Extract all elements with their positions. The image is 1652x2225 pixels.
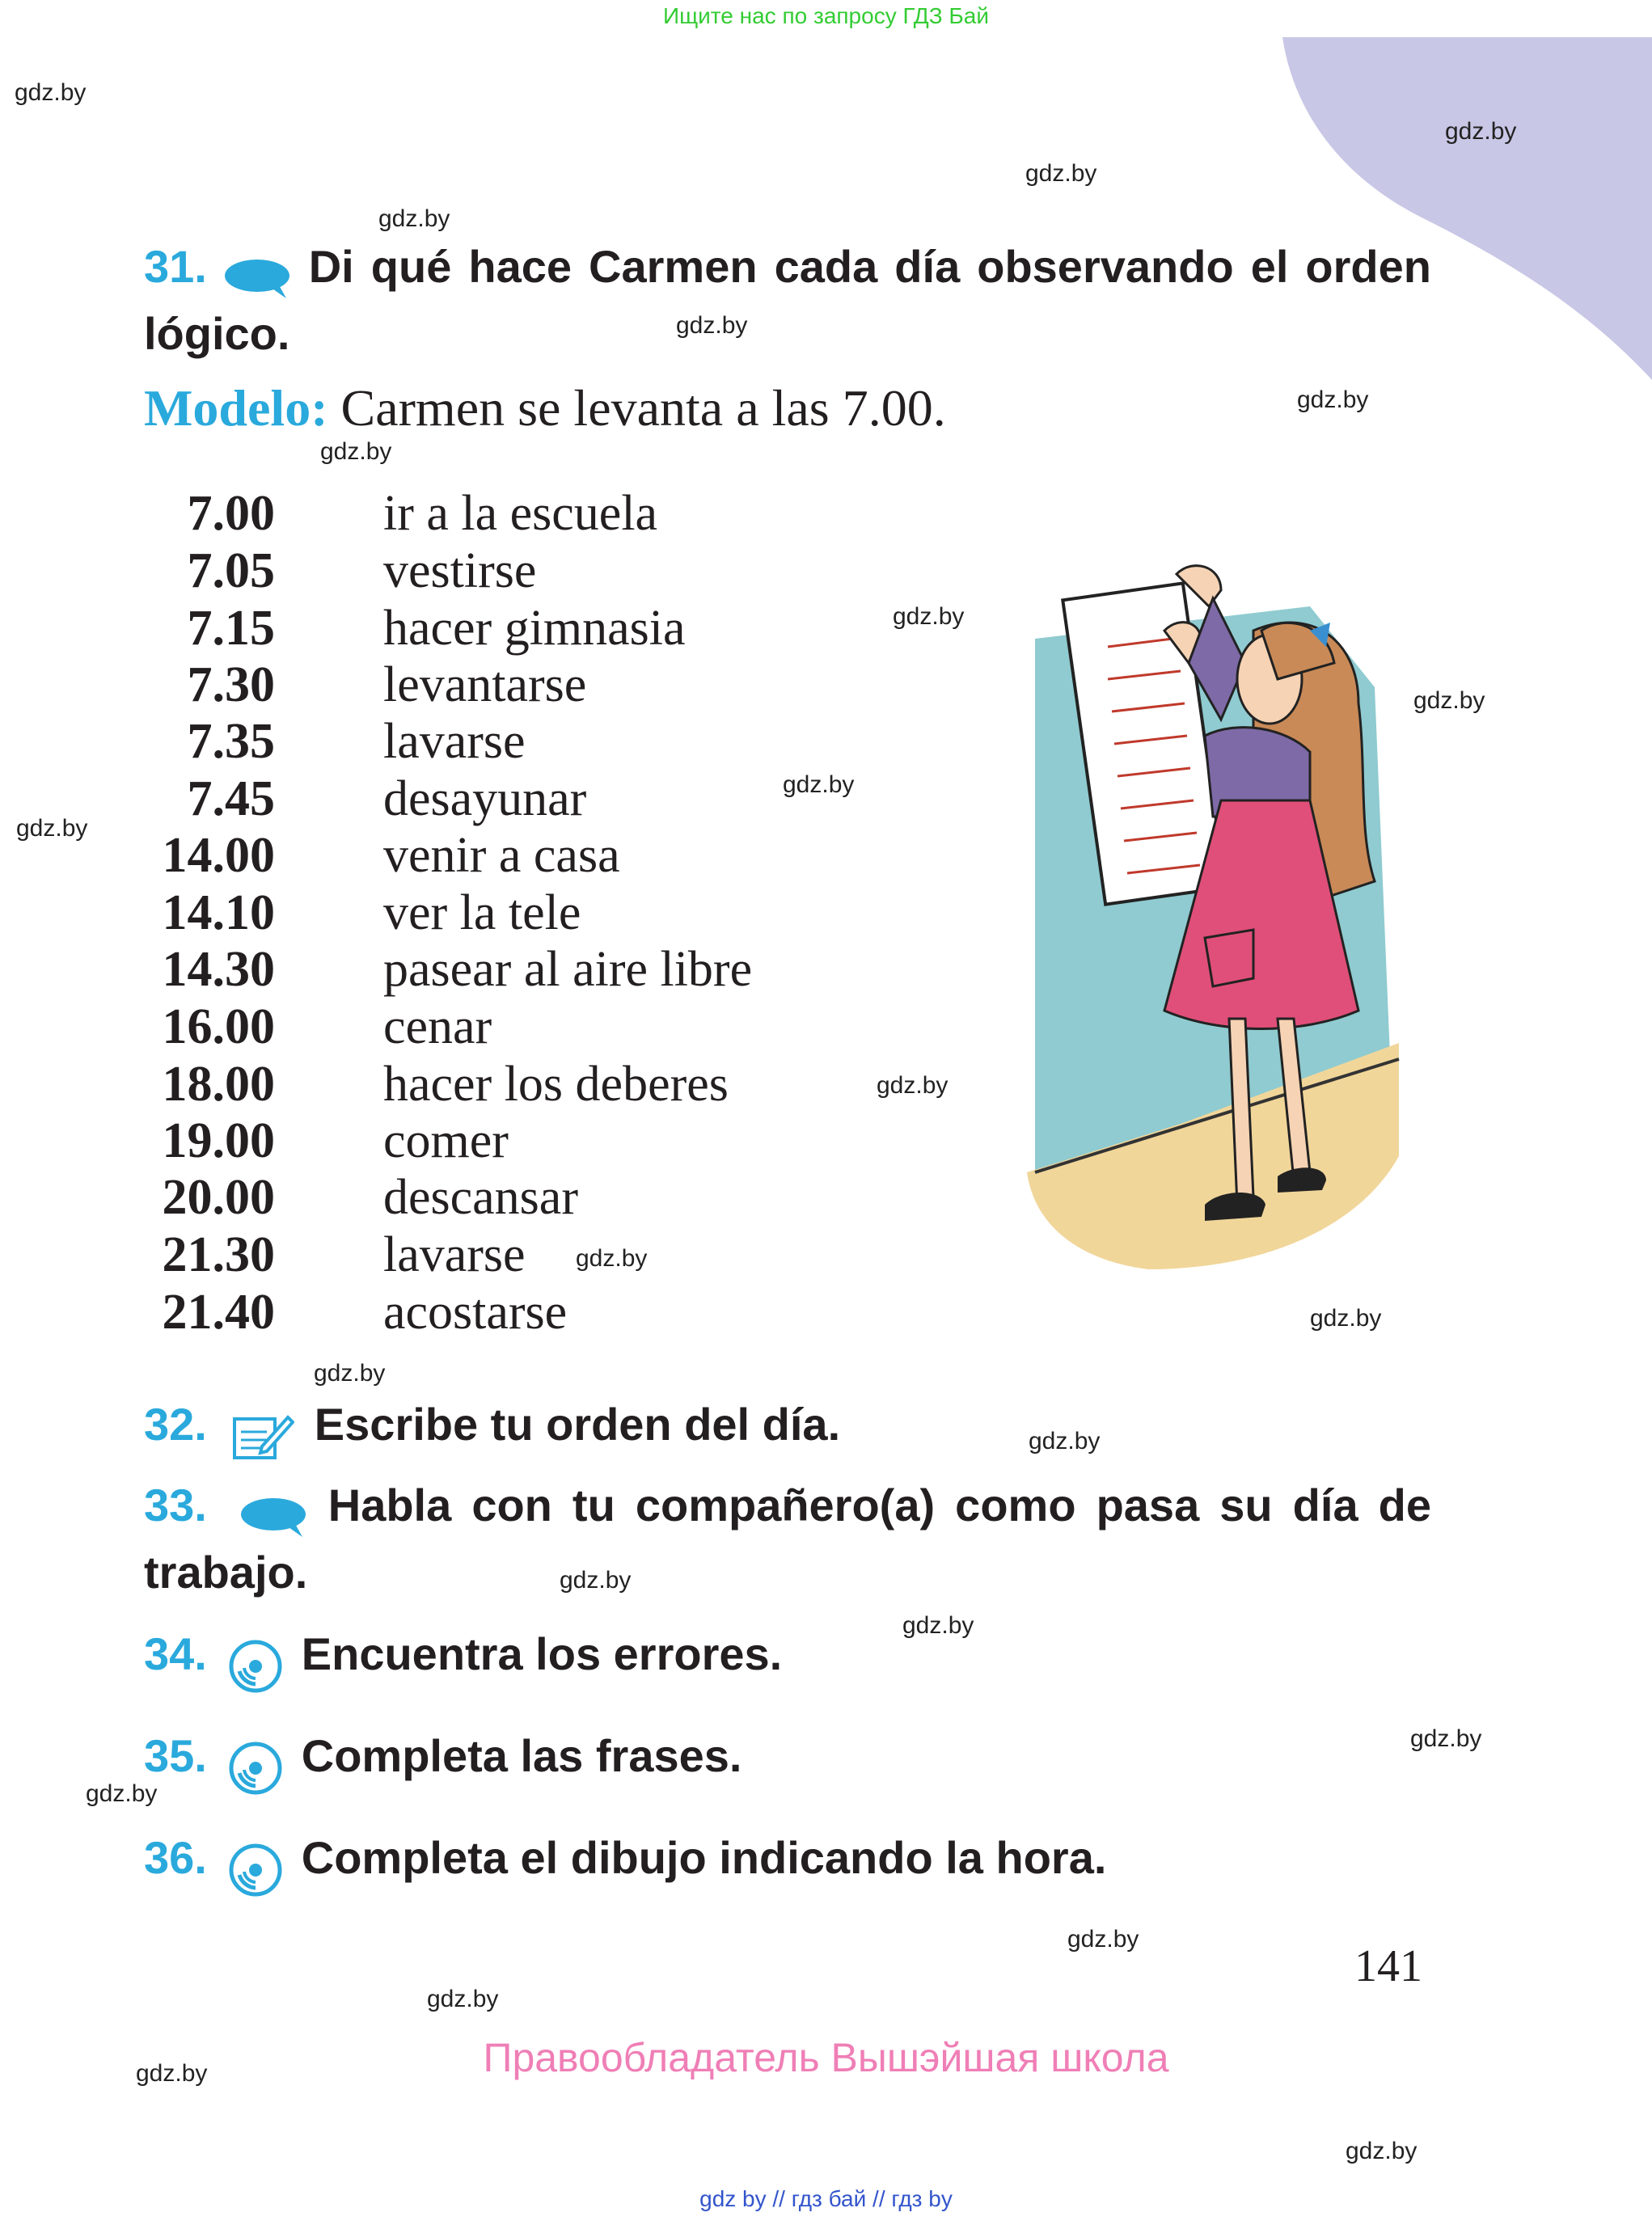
- model-sentence: [144, 378, 946, 438]
- schedule-row: [0, 713, 889, 770]
- schedule-row: [0, 543, 889, 599]
- schedule-time: 7.45: [187, 771, 275, 826]
- schedule-list: [0, 485, 970, 1358]
- schedule-activity: hacer gimnasia: [383, 601, 686, 656]
- schedule-row: [0, 999, 889, 1055]
- watermark: gdz.by: [378, 205, 450, 232]
- watermark: gdz.by: [1410, 1725, 1482, 1752]
- schedule-time: 7.00: [187, 486, 275, 541]
- schedule-row: [0, 1169, 889, 1226]
- watermark: gdz.by: [15, 79, 87, 106]
- watermark: gdz.by: [1025, 160, 1097, 187]
- schedule-time: 14.00: [162, 828, 275, 883]
- schedule-activity: acostarse: [383, 1285, 568, 1340]
- audio-disc-icon: [228, 1843, 283, 1898]
- exercise-number: 33.: [144, 1480, 207, 1530]
- watermark: gdz.by: [893, 603, 965, 630]
- audio-disc-icon: [228, 1639, 283, 1694]
- schedule-row: [0, 885, 889, 941]
- exercise-instruction: Di qué hace Carmen cada día observando el orden lógico.: [144, 241, 1431, 359]
- schedule-activity: comer: [383, 1113, 509, 1168]
- audio-disc-icon: [228, 1741, 283, 1796]
- schedule-row: [0, 1112, 889, 1169]
- exercise-instruction: Completa las frases.: [301, 1730, 742, 1781]
- schedule-time: 14.10: [162, 885, 275, 940]
- exercise-instruction: Encuentra los errores.: [301, 1628, 783, 1679]
- schedule-time: 7.05: [187, 543, 275, 598]
- footer-links[interactable]: gdz by // гдз бай // гдз by: [699, 2186, 953, 2211]
- page-number: 141: [1354, 1941, 1422, 1991]
- schedule-time: 16.00: [162, 999, 275, 1054]
- watermark: gdz.by: [1067, 1926, 1139, 1953]
- schedule-activity: pasear al aire libre: [383, 942, 753, 997]
- watermark: gdz.by: [676, 312, 748, 339]
- schedule-activity: hacer los deberes: [383, 1057, 729, 1112]
- schedule-row: [0, 941, 889, 998]
- exercise-number: 32.: [144, 1399, 207, 1450]
- exercise-33: [144, 1478, 1431, 1612]
- schedule-activity: desayunar: [383, 771, 587, 826]
- schedule-row: [0, 657, 889, 713]
- schedule-row: [0, 1056, 889, 1112]
- model-label: Modelo:: [144, 379, 328, 437]
- schedule-activity: cenar: [383, 999, 492, 1054]
- schedule-activity: descansar: [383, 1170, 578, 1225]
- exercise-number: 36.: [144, 1832, 207, 1883]
- schedule-activity: vestirse: [383, 543, 537, 598]
- schedule-time: 21.30: [162, 1227, 275, 1282]
- schedule-time: 7.30: [187, 657, 275, 712]
- copyright-notice: Правообладатель Вышэйшая школа: [483, 2035, 1169, 2080]
- exercise-number: 31.: [144, 241, 207, 292]
- exercise-36: [144, 1830, 1431, 1898]
- schedule-time: 14.30: [162, 942, 275, 997]
- speech-bubble-icon: [222, 256, 291, 302]
- schedule-activity: venir a casa: [383, 828, 620, 883]
- watermark: gdz.by: [1297, 386, 1369, 413]
- watermark: gdz.by: [783, 771, 855, 798]
- schedule-time: 19.00: [162, 1113, 275, 1168]
- exercise-instruction: Escribe tu orden del día.: [314, 1399, 841, 1450]
- schedule-time: 21.40: [162, 1285, 275, 1340]
- exercise-32: [144, 1397, 1431, 1464]
- top-note[interactable]: Ищите нас по запросу ГДЗ Бай: [662, 3, 990, 28]
- watermark: gdz.by: [86, 1780, 158, 1807]
- exercise-number: 34.: [144, 1628, 207, 1679]
- schedule-activity: lavarse: [383, 1227, 526, 1282]
- schedule-time: 18.00: [162, 1057, 275, 1112]
- watermark: gdz.by: [877, 1072, 949, 1099]
- schedule-row: [0, 600, 889, 657]
- schedule-row: [0, 1226, 889, 1283]
- exercise-number: 35.: [144, 1730, 207, 1781]
- schedule-time: 7.35: [187, 714, 275, 769]
- exercise-35: [144, 1729, 1431, 1796]
- notebook-pencil-icon: [230, 1411, 294, 1463]
- watermark: gdz.by: [136, 2060, 208, 2087]
- schedule-row: [0, 827, 889, 884]
- watermark: gdz.by: [902, 1612, 974, 1639]
- watermark: gdz.by: [427, 1986, 499, 2012]
- watermark: gdz.by: [1029, 1428, 1101, 1454]
- schedule-activity: levantarse: [383, 657, 587, 712]
- watermark: gdz.by: [320, 438, 392, 465]
- watermark: gdz.by: [1413, 687, 1485, 714]
- exercise-31: [144, 239, 1431, 374]
- speech-bubble-icon: [238, 1495, 307, 1540]
- schedule-activity: ir a la escuela: [383, 486, 658, 541]
- schedule-activity: lavarse: [383, 714, 526, 769]
- exercise-instruction: Completa el dibujo indicando la hora.: [301, 1832, 1107, 1883]
- watermark: gdz.by: [560, 1567, 632, 1594]
- exercise-instruction: Habla con tu compañero(a) como pasa su día de trabajo.: [144, 1480, 1432, 1598]
- watermark: gdz.by: [314, 1360, 386, 1387]
- schedule-row: [0, 771, 889, 827]
- watermark: gdz.by: [576, 1245, 648, 1272]
- model-text: Carmen se levanta a las 7.00.: [327, 379, 946, 437]
- schedule-activity: ver la tele: [383, 885, 581, 940]
- watermark: gdz.by: [1346, 2138, 1418, 2164]
- watermark: gdz.by: [1445, 118, 1517, 145]
- schedule-row: [0, 485, 889, 542]
- schedule-row: [0, 1284, 889, 1340]
- watermark: gdz.by: [1310, 1305, 1382, 1332]
- watermark: gdz.by: [16, 815, 88, 842]
- schedule-time: 7.15: [187, 601, 275, 656]
- schedule-time: 20.00: [162, 1170, 275, 1225]
- girl-illustration: [1019, 558, 1415, 1286]
- exercise-34: [144, 1627, 1431, 1694]
